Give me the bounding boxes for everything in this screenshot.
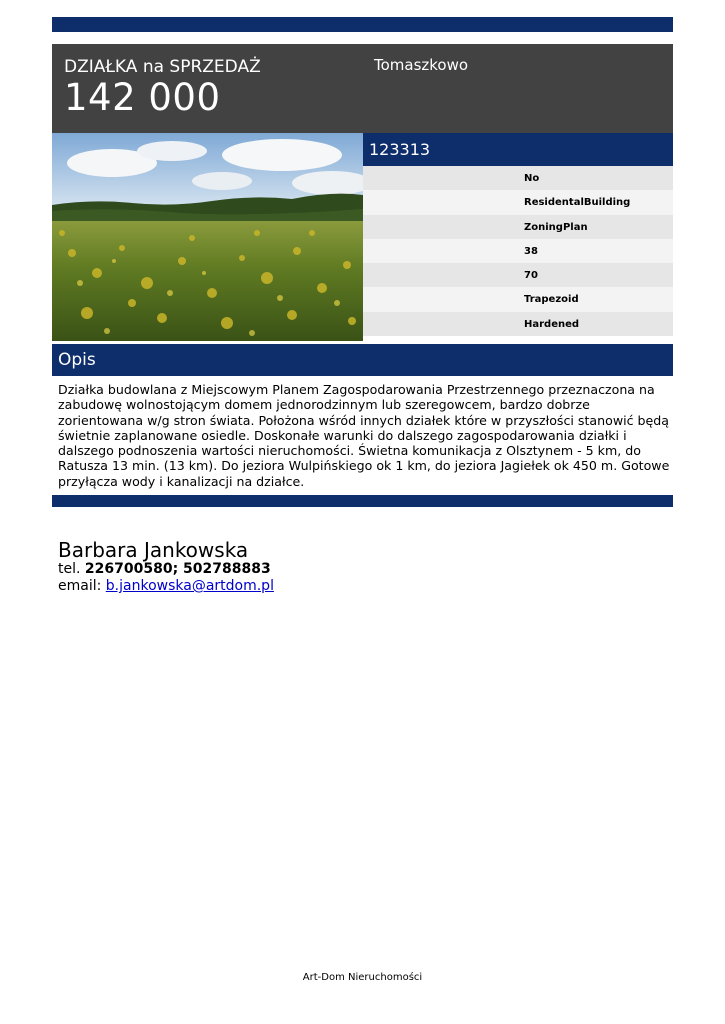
attribute-row	[363, 239, 673, 263]
phone-label: tel.	[58, 561, 81, 577]
property-photo	[52, 133, 363, 341]
attribute-row	[363, 312, 673, 336]
attribute-row	[363, 263, 673, 287]
agent-name: Barbara Jankowska	[58, 538, 249, 562]
listing-price: 142 000	[64, 76, 221, 119]
attribute-value: No	[524, 173, 540, 184]
listing-location: Tomaszkowo	[374, 56, 469, 74]
attribute-row	[363, 190, 673, 214]
attribute-value: 38	[524, 245, 538, 257]
email-link[interactable]: b.jankowska@artdom.pl	[105, 578, 274, 594]
agent-phone	[58, 561, 271, 577]
attribute-value: ZoningPlan	[524, 221, 588, 233]
agent-email	[58, 578, 274, 594]
listing-id-bar	[363, 133, 673, 166]
top-accent-bar	[52, 17, 673, 32]
phone-numbers: 226700580; 502788883	[84, 561, 271, 577]
attribute-row	[363, 215, 673, 239]
listing-header	[52, 44, 673, 133]
description-title: Opis	[58, 350, 96, 370]
listing-id: 123313	[369, 140, 431, 159]
attribute-value: Hardened	[524, 318, 580, 330]
attributes-table	[363, 166, 673, 336]
attribute-value: Trapezoid	[524, 294, 579, 306]
attribute-row	[363, 166, 673, 190]
attribute-value: ResidentalBuilding	[524, 197, 631, 209]
description-header	[52, 344, 673, 376]
bottom-accent-bar	[52, 495, 673, 507]
description-text: Działka budowlana z Miejscowym Planem Zagospodarowania Przestrzennego przeznaczona na zabudowę wolnostojącym domem jednorodzinnym lub szeregowcem, bardzo dobrze zorientowana w/g stron świata. Położona wśród innych działek które w przyszłości stanowić będą świetnie zaplanowane osiedle. Doskonałe warunki do dalszego zagospodarowania działki i dalszego podnoszenia wartości nieruchomości. Świetna komunikacja z Olsztynem - 5 km, do Ratusza 13 min. (13 km). Do jeziora Wulpińskiego ok 1 km, do jeziora Jagiełek ok 450 m. Gotowe przyłącza wody i kanalizacji na działce.	[58, 382, 670, 489]
listing-type: DZIAŁKA na SPRZEDAŻ	[64, 57, 261, 77]
footer-company: Art-Dom Nieruchomości	[302, 972, 423, 983]
attribute-row	[363, 287, 673, 311]
email-label: email:	[58, 578, 102, 594]
attribute-value: 70	[524, 270, 538, 282]
